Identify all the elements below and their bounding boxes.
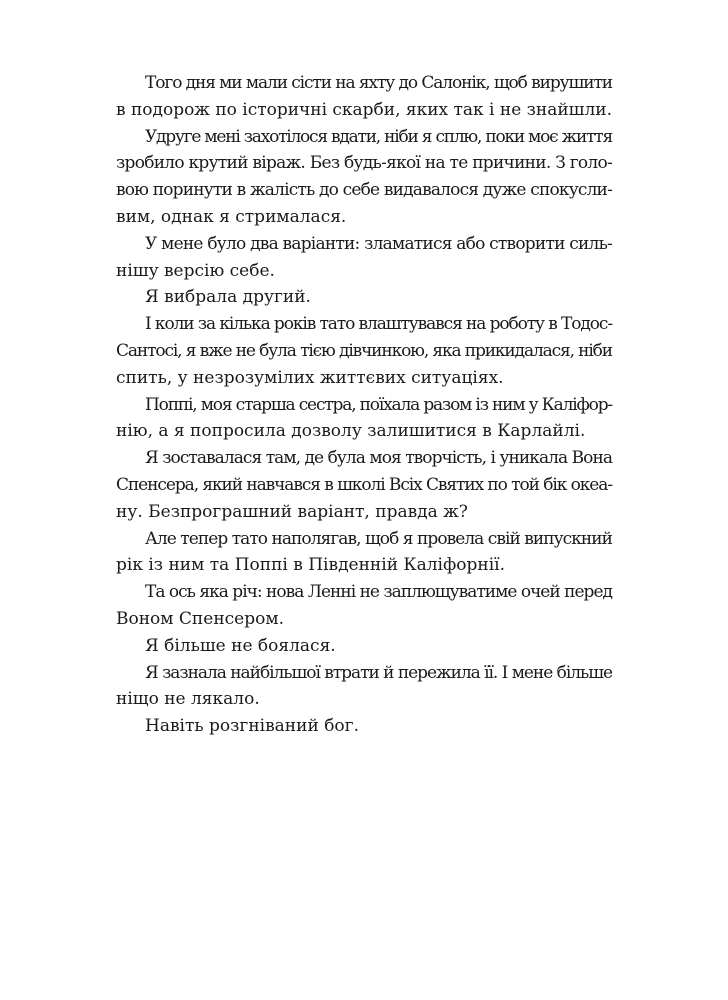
text-line: вою поринути в жалість до себе видавалося дуже спокусли- xyxy=(116,180,612,201)
paragraph xyxy=(116,445,612,525)
text-line: вим, однак я стрималася. xyxy=(116,206,347,227)
text-line: Але тепер тато наполягав, щоб я провела свій випускний xyxy=(145,528,613,549)
text-line: І коли за кілька років тато влаштувався на роботу в Тодос- xyxy=(145,314,612,335)
text-line: ніщо не лякало. xyxy=(116,689,260,710)
text-line: Навіть розгніваний бог. xyxy=(145,716,359,737)
paragraph xyxy=(116,579,612,633)
paragraph xyxy=(116,311,612,391)
text-line: ну. Безпрограшний варіант, правда ж? xyxy=(116,501,468,522)
text-line: Я зазнала найбільшої втрати й пережила її. І мене більше xyxy=(145,662,612,683)
text-line: нішу версію себе. xyxy=(116,260,275,281)
text-line: Я зоставалася там, де була моя творчість, і уникала Вона xyxy=(145,448,613,469)
text-line: Та ось яка річ: нова Ленні не заплющуватиме очей перед xyxy=(145,582,612,603)
text-line: Воном Спенсером. xyxy=(116,608,284,629)
paragraph xyxy=(116,713,612,740)
paragraph xyxy=(116,526,612,580)
text-line: У мене було два варіанти: зламатися або створити силь- xyxy=(145,233,613,254)
body-text xyxy=(116,70,612,740)
text-line: Спенсера, який навчався в школі Всіх Святих по той бік океа- xyxy=(116,474,612,495)
paragraph xyxy=(116,70,612,124)
text-line: нію, а я попросила дозволу залишитися в Карлайлі. xyxy=(116,421,586,442)
text-line: Я вибрала другий. xyxy=(145,287,311,308)
paragraph xyxy=(116,392,612,446)
text-line: рік із ним та Поппі в Південній Каліфорнії. xyxy=(116,555,505,576)
text-line: Сантосі, я вже не була тією дівчинкою, яка прикидалася, ніби xyxy=(116,340,612,361)
text-line: Я більше не боялася. xyxy=(145,635,336,656)
paragraph xyxy=(116,231,612,285)
paragraph xyxy=(116,284,612,311)
paragraph xyxy=(116,633,612,660)
text-line: спить, у незрозумілих життєвих ситуаціях. xyxy=(116,367,504,388)
paragraph xyxy=(116,124,612,231)
text-line: Удруге мені захотілося вдати, ніби я сплю, поки моє життя xyxy=(145,126,612,147)
text-line: Того дня ми мали сісти на яхту до Салонік, щоб вирушити xyxy=(145,73,612,93)
paragraph xyxy=(116,660,612,714)
text-line: зробило крутий віраж. Без будь-якої на те причини. З голо- xyxy=(116,153,612,174)
text-line: в подорож по історичні скарби, яких так і не знайшли. xyxy=(116,99,612,120)
text-line: Поппі, моя старша сестра, поїхала разом із ним у Каліфор- xyxy=(145,394,612,415)
